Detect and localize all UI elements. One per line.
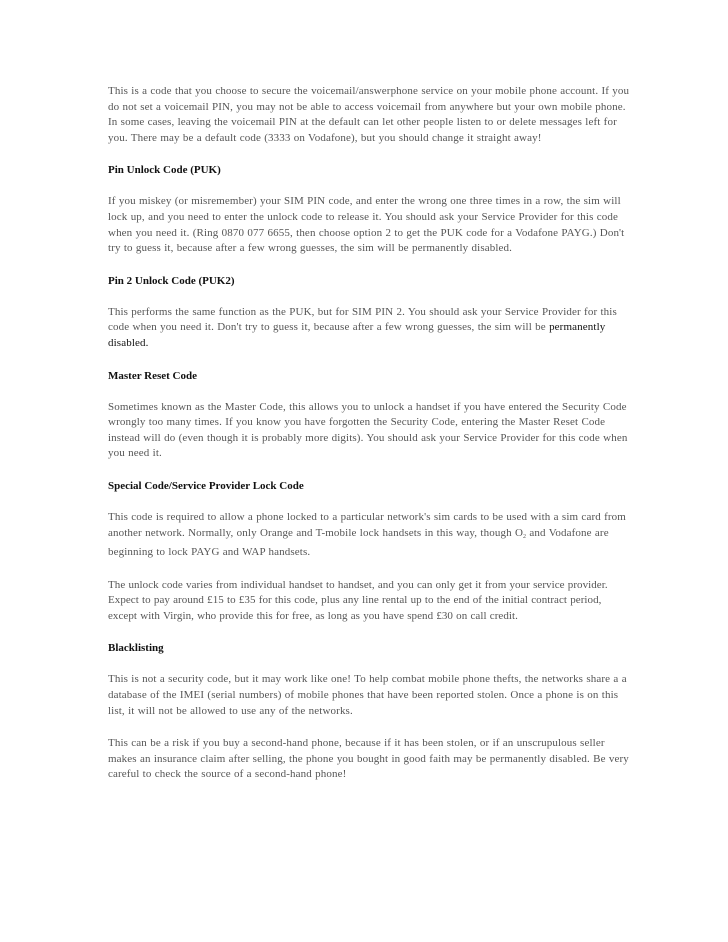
blacklisting-paragraph-2: This can be a risk if you buy a second-hand phone, because if it has been stolen, or if an unscrupulous seller makes an insurance claim after selling, the phone you bought in good faith may be permanently disabled. Be very careful to check the source of a second-hand phone! bbox=[108, 737, 629, 781]
blacklisting-paragraph-1: This is not a security code, but it may work like one! To help combat mobile phone thefts, the networks share a a database of the IMEI (serial numbers) of mobile phones that have been reported stolen. Once a phone is on this list, it will not be allowed to use any of the networks. bbox=[108, 673, 627, 717]
puk2-paragraph bbox=[108, 305, 630, 352]
document-page bbox=[108, 84, 630, 783]
subscript-two: 2 bbox=[523, 533, 527, 540]
intro-paragraph: This is a code that you choose to secure the voicemail/answerphone service on your mobile phone account. If you do not set a voicemail PIN, you may not be able to access voicemail from anywhere but your own mobile phone. In some cases, leaving the voicemail PIN at the default can let other people listen to or delete messages left for you. There may be a default code (3333 on Vodafone), but you should change it straight away! bbox=[108, 85, 630, 144]
heading-puk2: Pin 2 Unlock Code (PUK2) bbox=[108, 274, 235, 287]
heading-special-code: Special Code/Service Provider Lock Code bbox=[108, 479, 304, 492]
special-code-paragraph-2: The unlock code varies from individual handset to handset, and you can only get it from your service provider. Expect to pay around £15 to £35 for this code, plus any line rental up to the end of the initial contract period, except with Virgin, who provide this for free, as long as you have spend £30 on call credit. bbox=[108, 578, 608, 622]
heading-puk: Pin Unlock Code (PUK) bbox=[108, 164, 221, 177]
special-code-text-after: and Vodafone are beginning to lock PAYG and WAP handsets. bbox=[108, 526, 609, 559]
puk2-paragraph-tail: permanently disabled. bbox=[108, 321, 606, 349]
special-code-paragraph-1 bbox=[108, 510, 630, 561]
puk-paragraph: If you miskey (or misremember) your SIM PIN code, and enter the wrong one three times in a row, the sim will lock up, and you need to enter the unlock code to release it. You should ask your Service Provider for this code when you need it. (Ring 0870 077 6655, then choose option 2 to get the PUK code for a Vodafone PAYG.) Don't try to guess it, because after a few wrong guesses, the sim will be permanently disabled. bbox=[108, 195, 625, 255]
puk2-paragraph-main: This performs the same function as the PUK, but for SIM PIN 2. You should ask your Service Provider for this code when you need it. Don't try to guess it, because after a few wrong guesses, the sim will be bbox=[108, 305, 617, 334]
special-code-text-before: This code is required to allow a phone locked to a particular network's sim cards to be used with a sim card from another network. Normally, only Orange and T-mobile lock handsets in this way, though O bbox=[108, 510, 626, 539]
heading-blacklisting: Blacklisting bbox=[108, 642, 164, 655]
master-reset-paragraph: Sometimes known as the Master Code, this allows you to unlock a handset if you have entered the Security Code wrongly too many times. If you know you have forgotten the Security Code, entering the Master Reset Code instead will do (even though it is probably more digits). You should ask your Service Provider for this code when you need it. bbox=[108, 400, 628, 460]
heading-master-reset: Master Reset Code bbox=[108, 369, 197, 382]
